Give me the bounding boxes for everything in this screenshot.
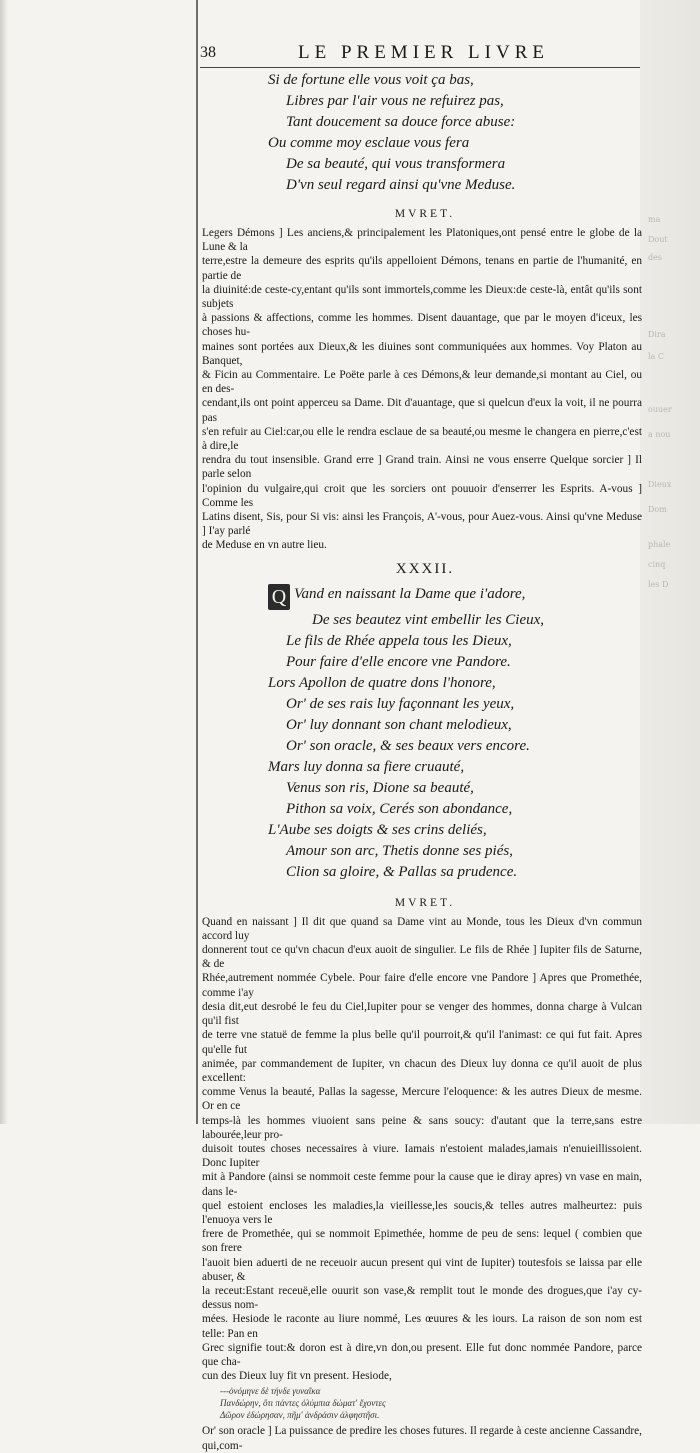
verse-line: Tant doucement sa douce force abuse: — [286, 114, 516, 130]
greek-quotation — [220, 1385, 650, 1421]
drop-cap: Q — [268, 584, 290, 610]
bleed-through-text: phale — [648, 540, 671, 549]
page-number: 38 — [200, 44, 216, 61]
commentary-line: la receut:Estant receuë,elle ouurit son vase,& remplit tout le monde des drogues,que i'ay cy-dessus nom- — [202, 1284, 642, 1312]
greek-line: Δῶρον ἐδώρησαν, πῆμ' ἀνδράσιν ἀλφηστῆσι. — [220, 1410, 380, 1421]
stanza-1 — [268, 70, 650, 196]
commentary-heading-2: MVRET. — [394, 896, 456, 909]
commentary-line: Legers Démons ] Les anciens,& principalement les Platoniques,ont pensé entre le globe de la Lune & la — [202, 227, 642, 254]
commentary-line: desia dit,eut desrobé le feu du Ciel,Iupiter pour se venger des hommes, donna charge à Vulcan qu'il fist — [202, 1000, 642, 1028]
verse-line: Ou comme moy esclaue vous fera — [268, 135, 470, 151]
commentary-1 — [202, 226, 642, 553]
verse-line: L'Aube ses doigts & ses crins deliés, — [268, 821, 487, 838]
commentary-line: mées. Hesiode le raconte au liure nommé, Les œuures & les iours. La raison de son nom est telle: Pan en — [202, 1313, 642, 1340]
commentary-line: maines sont portées aux Dieux,& les diuines sont communiquées aux hommes. Voy Platon au Banquet, — [202, 340, 642, 367]
verse-line-text: Vand en naissant la Dame que i'adore, — [294, 585, 526, 602]
sonnet-number: XXXII. — [395, 560, 455, 577]
verse-line: Mars luy donna sa fiere cruauté, — [268, 758, 465, 775]
bleed-through-text: des — [648, 253, 662, 262]
bleed-through-text: a nou — [648, 430, 671, 439]
page-fold-shadow — [0, 0, 8, 1124]
verse-line: Or' luy donnant son chant melodieux, — [286, 716, 512, 733]
bleed-through-text: Dieux — [648, 480, 672, 489]
verse-line: Si de fortune elle vous voit ça bas, — [268, 72, 474, 88]
bleed-through-text: les D — [648, 580, 669, 589]
verse-line: Le fils de Rhée appela tous les Dieux, — [286, 632, 512, 649]
commentary-line: l'auoit bien aduerti de ne receuoir aucun present qui vint de Iupiter) toutesfois se laissa par elle abuser, & — [202, 1256, 642, 1283]
greek-line: ---ὀνόμηνε δὲ τήνδε γυναῖκα — [220, 1386, 321, 1397]
verse-line: De sa beauté, qui vous transformera — [286, 156, 506, 172]
gutter-line — [196, 0, 198, 1124]
commentary-line: animée, par commandement de Iupiter, vn chacun des Dieux luy donna ce qu'il auoit de plus excellent: — [202, 1057, 642, 1084]
commentary-line: Latins disent, Sis, pour Si vis: ainsi les François, A'-vous, pour Auez-vous. Ainsi qu'vne Meduse ] I'ay parlé — [202, 511, 642, 538]
verse-line: Pithon sa voix, Cerés son abondance, — [286, 800, 513, 817]
commentary-line: de terre vne statuë de femme la plus belle qu'il pourroit,& qu'il l'animast: ce qui fut fait. Apres qu'elle fut — [202, 1029, 642, 1056]
commentary-final-line: Or' son oracle ] La puissance de predire les choses futures. Il regarde à ceste ancienne Cassandre, qui,com- — [202, 1425, 642, 1452]
commentary-line: terre,estre la demeure des esprits qu'ils appelloient Démons, tenans en partie de l'humanité, en partie de — [202, 255, 642, 282]
verse-line — [268, 584, 650, 610]
commentary-line: Rhée,autrement nommée Cybele. Pour faire d'elle encore vne Pandore ] Apres que Promethée, comme i'ay — [202, 972, 642, 999]
commentary-line: la diuinité:de ceste-cy,entant qu'ils sont immortels,comme les Dieux:de ceste-là, entât qu'ils sont subjets — [202, 283, 642, 311]
verse-line: Lors Apollon de quatre dons l'honore, — [268, 674, 496, 691]
verse-line: Or' son oracle, & ses beaux vers encore. — [286, 737, 530, 754]
bleed-through-text: cinq — [648, 560, 666, 569]
commentary-2 — [202, 915, 642, 1384]
bleed-through-text: ouuer — [648, 405, 672, 414]
sonnet-32 — [268, 584, 650, 883]
verse-line: Or' de ses rais luy façonnant les yeux, — [286, 695, 515, 712]
commentary-line: & Ficin au Commentaire. Le Poëte parle à ces Démons,& leur demande,si montant au Ciel, ou en des- — [202, 369, 642, 396]
commentary-line: de Meduse en vn autre lieu. — [202, 539, 327, 552]
verse-line: Amour son arc, Thetis donne ses piés, — [286, 842, 513, 859]
commentary-line: mit à Pandore (ainsi se nommoit ceste femme pour la cause que ie diray apres) vn vase en main, dans le- — [202, 1171, 642, 1198]
commentary-heading: MVRET. — [394, 208, 456, 220]
page-header — [200, 42, 650, 64]
commentary-line: temps-là les hommes viuoient sans peine & sans soucy: d'autant que la terre,sans estre labourée,leur pro- — [202, 1114, 642, 1141]
bleed-through-text: ma — [648, 215, 661, 224]
commentary-line: cun des Dieux luy fit vn present. Hesiode, — [202, 1370, 392, 1383]
book-page — [200, 42, 650, 1453]
verse-line: Clion sa gloire, & Pallas sa prudence. — [286, 863, 518, 880]
running-title: LE PREMIER LIVRE — [298, 42, 549, 63]
bleed-through-text: Dira — [648, 330, 666, 339]
bleed-through-text: la C — [648, 352, 664, 361]
commentary-line: cendant,ils ont point apperceu sa Dame. Dit d'auantage, que si quelcun d'eux la voit, il ne pourra pas — [202, 397, 642, 424]
commentary-line: duisoit toutes choses necessaires à viure. Iamais n'estoient malades,iamais n'enuieillissoient. Donc Iupiter — [202, 1142, 642, 1170]
commentary-line: rendra du tout insensible. Grand erre ] Grand train. Ainsi ne vous enserre Quelque sorcier ] Il parle selon — [202, 454, 642, 481]
commentary-line: comme Venus la beauté, Pallas la sagesse, Mercure l'eloquence: & les autres Dieux de mesme. Or en ce — [202, 1086, 642, 1113]
verse-line: Libres par l'air vous ne refuirez pas, — [286, 93, 504, 109]
bleed-through-text: Dout — [648, 235, 668, 244]
verse-line: De ses beautez vint embellir les Cieux, — [312, 611, 545, 628]
verse-line: Venus son ris, Dione sa beauté, — [286, 779, 474, 796]
greek-line: Πανδώρην, ὅτι πάντες ὀλύμπια δώματ' ἔχοντες — [220, 1398, 386, 1409]
bleed-through-text: Dom — [648, 505, 667, 514]
verse-line: Pour faire d'elle encore vne Pandore. — [286, 653, 511, 670]
commentary-line: l'opinion du vulgaire,qui croit que les sorciers ont pouuoir d'enserrer les Esprits. A-vous ] Comme les — [202, 482, 642, 509]
commentary-line: à passions & affections, comme les hommes. Disent dauantage, que par le moyen d'iceux, les choses hu- — [202, 312, 642, 339]
commentary-line: donnerent tout ce qu'vn chacun d'eux auoit de singulier. Le fils de Rhée ] Iupiter fils de Saturne, & de — [202, 944, 642, 971]
commentary-line: Grec signifie tout:& doron est à dire,vn don,ou present. Elle fut donc nommée Pandore, parce que cha- — [202, 1341, 642, 1368]
commentary-line: Quand en naissant ] Il dit que quand sa Dame vint au Monde, tous les Dieux d'vn commun accord luy — [202, 915, 642, 942]
header-rule — [200, 67, 640, 68]
verse-line: D'vn seul regard ainsi qu'vne Meduse. — [286, 177, 516, 193]
commentary-line: frere de Promethée, qui se nommoit Epimethée, homme de peu de sens: lequel ( combien que son frere — [202, 1228, 642, 1255]
commentary-line: s'en refuir au Ciel:car,ou elle le rendra esclaue de sa beauté,ou mesme le changera en pierre,c'est à dire,le — [202, 425, 642, 453]
commentary-line: quel estoient encloses les maladies,la vieillesse,les soucis,& telles autres malheurtez: puis l'enuoya vers le — [202, 1199, 642, 1226]
